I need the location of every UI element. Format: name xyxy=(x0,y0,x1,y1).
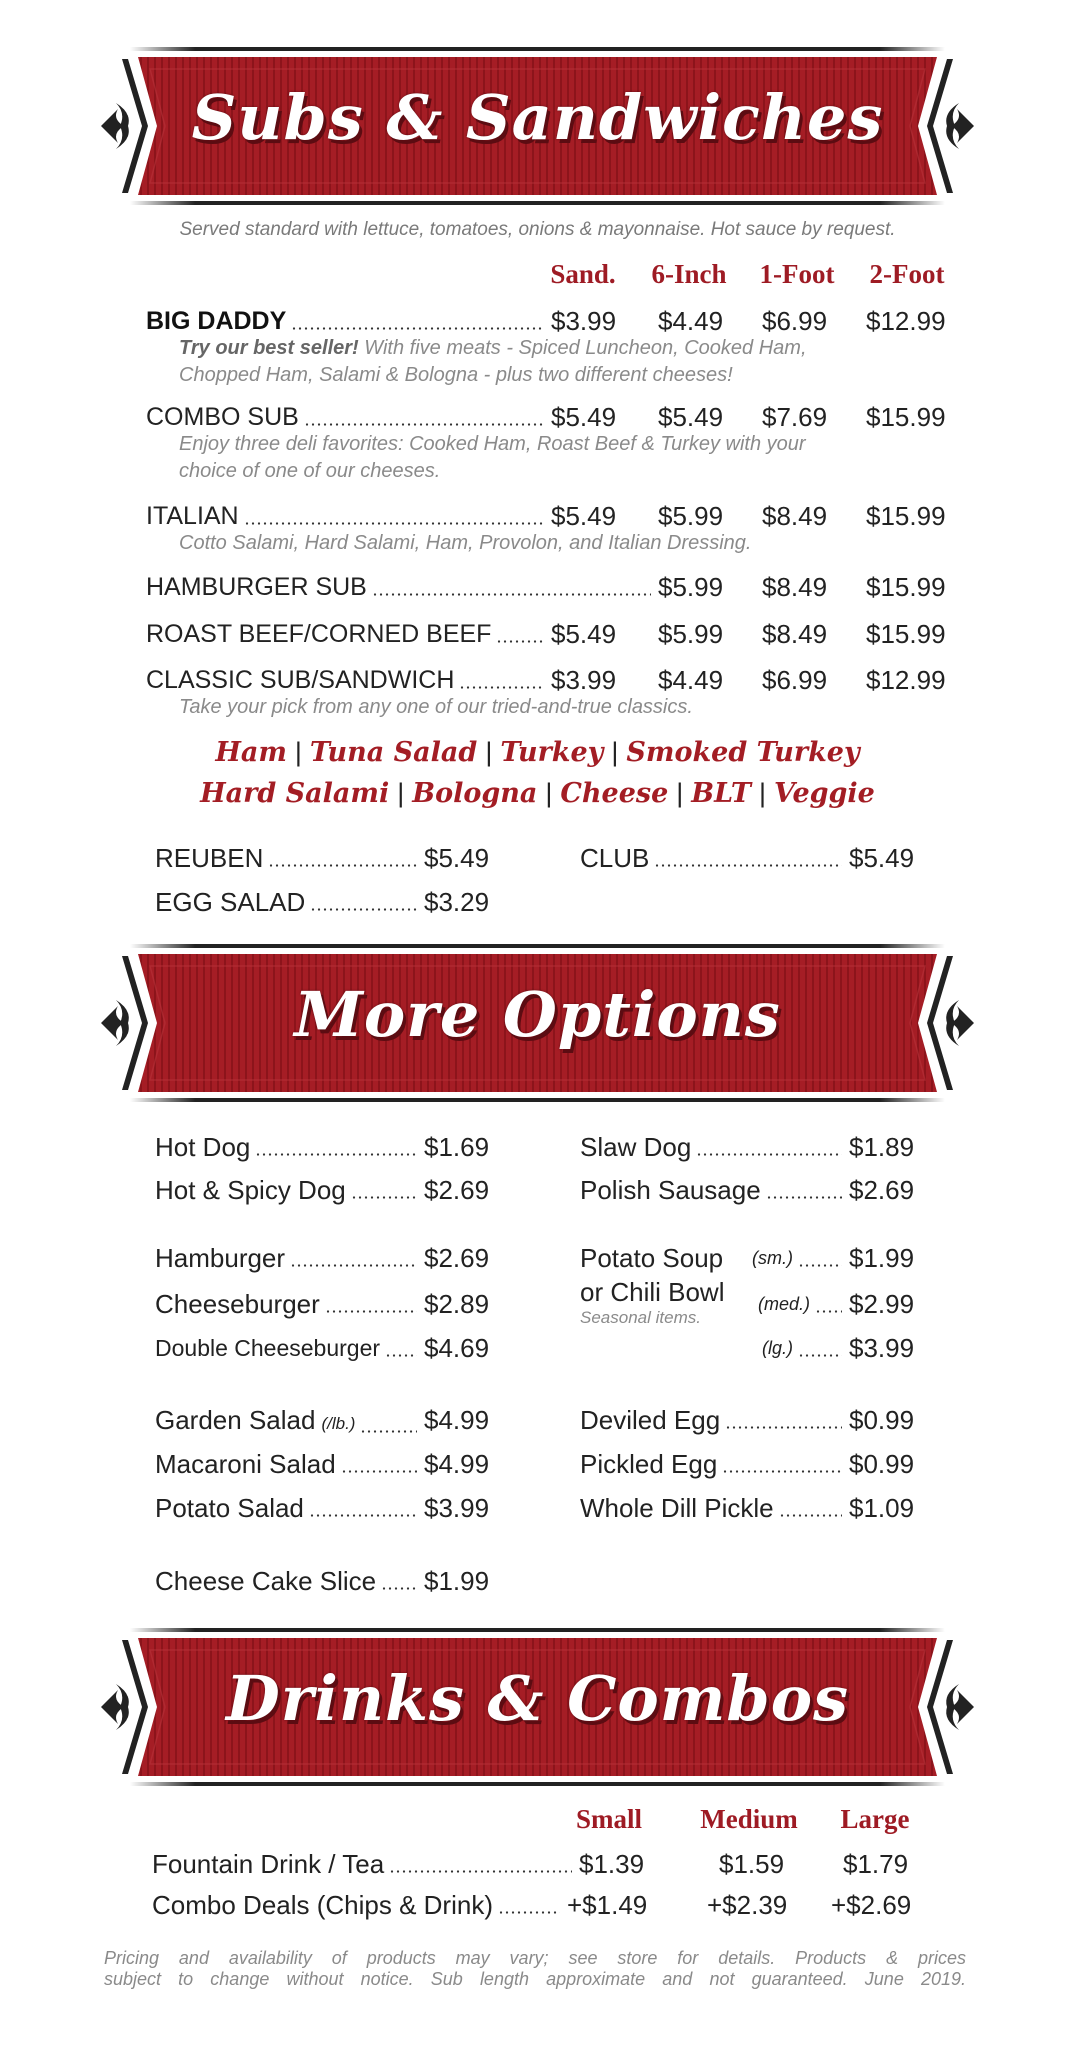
dot-leader xyxy=(360,1430,417,1433)
dot-leader xyxy=(372,593,651,596)
classic-choices-line xyxy=(0,775,1075,812)
menu-item-row xyxy=(580,1447,845,1481)
soup-seasonal-note: Seasonal items. xyxy=(580,1308,701,1327)
item-name: COMBO SUB xyxy=(146,403,299,431)
menu-item-row xyxy=(155,885,420,919)
size-column-header: Large xyxy=(840,1804,910,1834)
size-column-header: Small xyxy=(575,1804,642,1834)
classic-choice: Smoked Turkey xyxy=(626,737,860,768)
item-name: Hot & Spicy Dog xyxy=(155,1175,346,1205)
item-price: $4.99 xyxy=(424,1449,490,1479)
item-price: $4.99 xyxy=(424,1405,490,1435)
item-name: CLUB xyxy=(580,843,650,873)
footer-disclaimer xyxy=(104,1948,966,1990)
menu-item-row xyxy=(155,1241,420,1275)
soup-size-label: (lg.) xyxy=(762,1338,793,1358)
classic-choice: Ham xyxy=(215,737,287,768)
item-price: $15.99 xyxy=(866,572,946,602)
item-price: $12.99 xyxy=(866,665,946,695)
dot-leader xyxy=(798,1354,842,1357)
item-name: Potato Salad xyxy=(155,1493,304,1523)
item-note: (/lb.) xyxy=(321,1414,356,1433)
dot-leader xyxy=(725,1426,842,1429)
menu-item-row xyxy=(152,1847,575,1881)
dot-leader xyxy=(304,423,544,426)
classic-choice: Tuna Salad xyxy=(309,737,478,768)
dot-leader xyxy=(766,1196,842,1199)
item-price: $2.69 xyxy=(424,1243,490,1273)
dot-leader xyxy=(496,640,544,643)
menu-item-row xyxy=(146,499,547,533)
dot-leader xyxy=(290,1264,417,1267)
menu-item-row xyxy=(155,1447,420,1481)
item-name: CLASSIC SUB/SANDWICH xyxy=(146,666,455,694)
item-price: $3.99 xyxy=(849,1333,915,1363)
dot-leader xyxy=(325,1310,417,1313)
item-description-lead: Try our best seller! xyxy=(179,337,359,359)
item-price: $7.69 xyxy=(762,402,828,432)
item-name: Slaw Dog xyxy=(580,1132,692,1162)
dot-leader xyxy=(381,1587,417,1590)
section-title-drinks: Drinks & Combos xyxy=(226,1662,849,1735)
item-description-text: Cotto Salami, Hard Salami, Ham, Provolon, and Italian Dressing. xyxy=(179,532,752,554)
item-price: $3.99 xyxy=(424,1493,490,1523)
item-price: $0.99 xyxy=(849,1405,915,1435)
separator: | xyxy=(294,737,302,767)
item-price: $5.49 xyxy=(551,619,617,649)
menu-item-row xyxy=(580,1491,845,1525)
item-price: $1.09 xyxy=(849,1493,915,1523)
menu-item-row xyxy=(155,1173,420,1207)
dot-leader xyxy=(798,1264,842,1267)
item-description-text: choice of one of our cheeses. xyxy=(179,460,441,482)
item-name: ITALIAN xyxy=(146,502,239,530)
item-price: $6.99 xyxy=(762,665,828,695)
size-column-header: 6-Inch xyxy=(651,259,727,289)
dot-leader xyxy=(268,864,417,867)
dot-leader xyxy=(310,908,417,911)
item-description xyxy=(179,362,733,389)
item-price: $15.99 xyxy=(866,402,946,432)
size-column-header: Medium xyxy=(700,1804,798,1834)
soup-size-label: (med.) xyxy=(758,1294,811,1314)
menu-item-row xyxy=(580,841,845,875)
item-price: $1.79 xyxy=(843,1849,909,1879)
dot-leader xyxy=(351,1196,417,1199)
classic-choice: Hard Salami xyxy=(200,778,390,809)
dot-leader xyxy=(459,686,544,689)
soup-size-row xyxy=(762,1331,845,1365)
item-price: $12.99 xyxy=(866,306,946,336)
item-description-text: Take your pick from any one of our tried-and-true classics. xyxy=(179,696,693,718)
item-name: Pickled Egg xyxy=(580,1449,718,1479)
item-price: $15.99 xyxy=(866,501,946,531)
item-price: +$1.49 xyxy=(567,1890,648,1920)
item-price: $1.39 xyxy=(579,1849,645,1879)
footer-line: subject to change without notice. Sub length approximate and not guaranteed. June 2019. xyxy=(104,1969,966,1989)
menu-item-row xyxy=(152,1888,563,1922)
item-name: Fountain Drink / Tea xyxy=(152,1849,385,1879)
soup-size-row xyxy=(752,1241,845,1275)
soup-size-row xyxy=(758,1287,845,1321)
separator: | xyxy=(676,778,684,808)
item-description xyxy=(179,694,693,721)
item-price: $2.89 xyxy=(424,1289,490,1319)
soup-size-label: (sm.) xyxy=(752,1248,793,1268)
item-price: $0.99 xyxy=(849,1449,915,1479)
item-name: Deviled Egg xyxy=(580,1405,721,1435)
separator: | xyxy=(758,778,766,808)
item-price: $3.99 xyxy=(551,665,617,695)
separator: | xyxy=(397,778,405,808)
menu-item-row xyxy=(146,663,547,697)
item-description-text: Enjoy three deli favorites: Cooked Ham, Roast Beef & Turkey with your xyxy=(179,433,806,455)
item-price: $5.49 xyxy=(551,402,617,432)
menu-item-row xyxy=(580,1173,845,1207)
size-column-header: Sand. xyxy=(550,259,616,289)
soup-name: or Chili Bowl xyxy=(580,1277,725,1307)
menu-item-row xyxy=(155,1130,420,1164)
item-name: Macaroni Salad xyxy=(155,1449,336,1479)
separator: | xyxy=(545,778,553,808)
item-price: $5.49 xyxy=(551,501,617,531)
item-description-text: Chopped Ham, Salami & Bologna - plus two different cheeses! xyxy=(179,364,733,386)
menu-item-row xyxy=(146,570,654,604)
dot-leader xyxy=(389,1870,572,1873)
dot-leader xyxy=(722,1470,842,1473)
item-price: $2.69 xyxy=(424,1175,490,1205)
item-description xyxy=(179,335,807,362)
more-options-banner xyxy=(0,944,1075,1104)
menu-item-row xyxy=(155,1491,420,1525)
item-price: $4.49 xyxy=(658,306,724,336)
item-price: $5.49 xyxy=(658,402,724,432)
classic-choice: Veggie xyxy=(773,778,875,809)
item-price: $2.99 xyxy=(849,1289,915,1319)
item-name: HAMBURGER SUB xyxy=(146,573,367,601)
item-description-text: With five meats - Spiced Luncheon, Cooked Ham, xyxy=(358,337,807,359)
menu-item-row xyxy=(580,1130,845,1164)
subs-subtitle: Served standard with lettuce, tomatoes, onions & mayonnaise. Hot sauce by request. xyxy=(179,219,896,240)
item-name: Hamburger xyxy=(155,1243,286,1273)
item-price: $8.49 xyxy=(762,501,828,531)
menu-item-row xyxy=(580,1403,845,1437)
item-price: $8.49 xyxy=(762,619,828,649)
item-price: $1.99 xyxy=(424,1566,490,1596)
dot-leader xyxy=(815,1310,842,1313)
item-price: $15.99 xyxy=(866,619,946,649)
size-column-header: 2-Foot xyxy=(869,259,945,289)
subs-banner xyxy=(0,47,1075,207)
item-price: $5.99 xyxy=(658,501,724,531)
dot-leader xyxy=(696,1153,842,1156)
item-price: $4.69 xyxy=(424,1333,490,1363)
section-title-subs: Subs & Sandwiches xyxy=(191,81,884,154)
menu-item-row xyxy=(155,841,420,875)
menu-item-row xyxy=(146,617,547,651)
menu-item-row xyxy=(146,304,547,338)
item-price: $1.69 xyxy=(424,1132,490,1162)
item-price: $1.59 xyxy=(719,1849,785,1879)
item-price: $1.89 xyxy=(849,1132,915,1162)
item-description xyxy=(179,458,440,485)
item-name: REUBEN xyxy=(155,843,264,873)
item-price: $5.99 xyxy=(658,572,724,602)
dot-leader xyxy=(255,1153,417,1156)
item-name: Combo Deals (Chips & Drink) xyxy=(152,1890,493,1920)
menu-item-row xyxy=(155,1564,420,1598)
item-description xyxy=(179,431,806,458)
item-description xyxy=(179,530,751,557)
soup-name: Potato Soup xyxy=(580,1243,724,1273)
item-price: $5.99 xyxy=(658,619,724,649)
item-price: $2.69 xyxy=(849,1175,915,1205)
dot-leader xyxy=(244,522,544,525)
dot-leader xyxy=(498,1911,560,1914)
item-price: $3.29 xyxy=(424,887,490,917)
dot-leader xyxy=(385,1354,417,1357)
drinks-banner xyxy=(0,1628,1075,1788)
classic-choice: BLT xyxy=(691,778,751,809)
dot-leader xyxy=(309,1514,417,1517)
item-price: $1.99 xyxy=(849,1243,915,1273)
item-name: EGG SALAD xyxy=(155,887,306,917)
item-price: $8.49 xyxy=(762,572,828,602)
item-price: $3.99 xyxy=(551,306,617,336)
item-price: +$2.69 xyxy=(831,1890,912,1920)
footer-line: Pricing and availability of products may vary; see store for details. Products & prices xyxy=(104,1948,966,1968)
dot-leader xyxy=(341,1470,417,1473)
item-name: ROAST BEEF/CORNED BEEF xyxy=(146,620,492,648)
menu-item-row xyxy=(146,400,547,434)
item-price: $4.49 xyxy=(658,665,724,695)
separator: | xyxy=(485,737,493,767)
dot-leader xyxy=(291,327,544,330)
item-price: $5.49 xyxy=(849,843,915,873)
dot-leader xyxy=(654,864,842,867)
item-name: Cheese Cake Slice xyxy=(155,1566,377,1596)
classic-choices-line xyxy=(0,734,1075,771)
size-column-header: 1-Foot xyxy=(759,259,835,289)
menu-item-row xyxy=(155,1331,420,1365)
item-name: Cheeseburger xyxy=(155,1289,320,1319)
item-price: $6.99 xyxy=(762,306,828,336)
item-name: Garden Salad xyxy=(155,1405,316,1435)
item-name: Double Cheeseburger xyxy=(155,1335,381,1361)
item-name: Hot Dog xyxy=(155,1132,251,1162)
section-title-more-options: More Options xyxy=(294,978,781,1051)
menu-item-row xyxy=(155,1287,420,1321)
item-price: +$2.39 xyxy=(707,1890,788,1920)
classic-choice: Bologna xyxy=(412,778,538,809)
classic-choice: Turkey xyxy=(500,737,604,768)
menu-item-row xyxy=(155,1403,420,1441)
classic-choice: Cheese xyxy=(560,778,669,809)
item-name: Polish Sausage xyxy=(580,1175,761,1205)
item-name: BIG DADDY xyxy=(146,307,287,335)
item-name: Whole Dill Pickle xyxy=(580,1493,774,1523)
dot-leader xyxy=(779,1514,842,1517)
separator: | xyxy=(611,737,619,767)
item-price: $5.49 xyxy=(424,843,490,873)
